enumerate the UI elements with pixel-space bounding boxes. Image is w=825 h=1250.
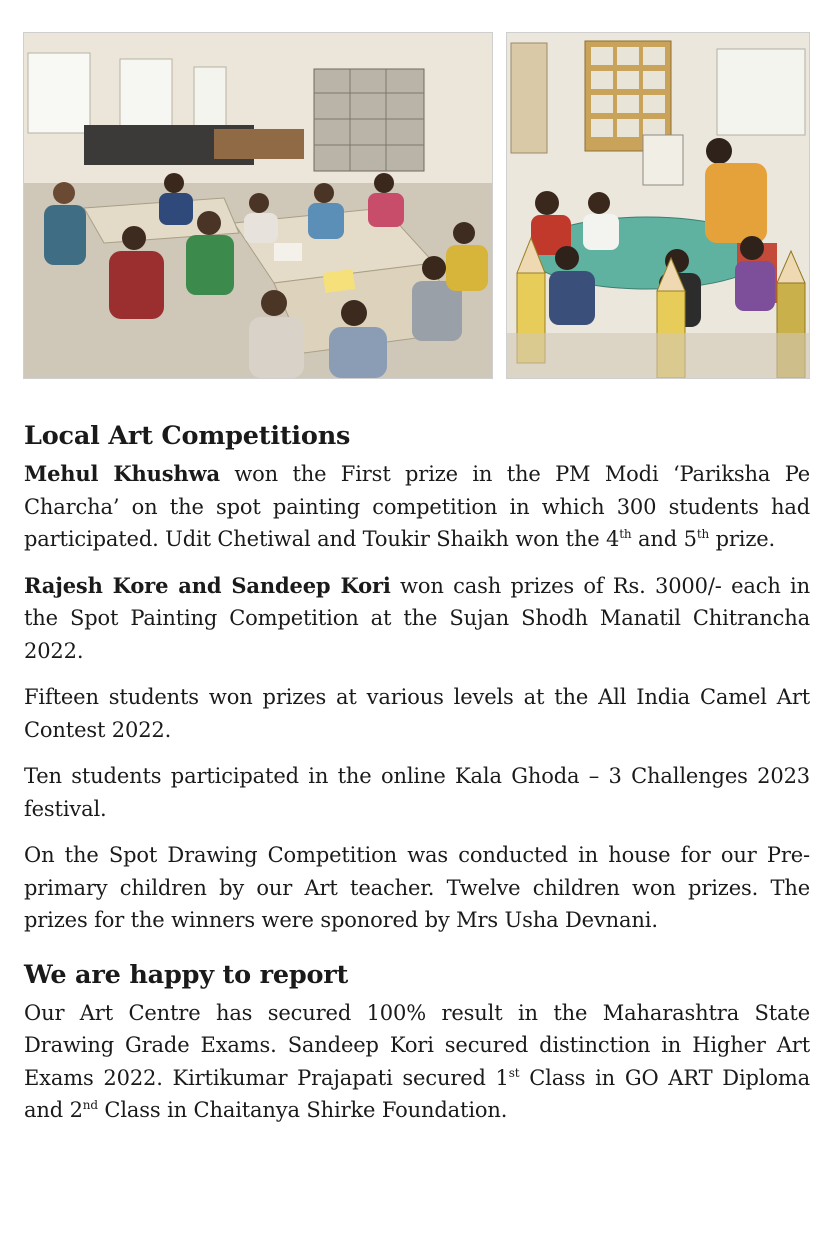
paragraph-camel-art-contest: Fifteen students won prizes at various levels at the All India Camel Art Contest 2022. (24, 685, 810, 742)
paragraph-art-centre-results (24, 997, 810, 1127)
pencil-chairs-photo (506, 32, 810, 379)
paragraph-spot-drawing: On the Spot Drawing Competition was conducted in house for our Pre-primary children by our Art teacher. Twelve children won prizes. The prizes for the winners were sponored by Mrs Usha Devnani. (24, 843, 810, 932)
section-heading-happy-to-report: We are happy to report (24, 959, 349, 990)
classroom-painting-photo (23, 32, 493, 379)
paragraph-text: Our Art Centre has secured 100% result in the Maharashtra State Drawing Grade Exams. Sandeep Kori secured distinction in Higher Art Exams 2022. Kirtikumar Prajapati secured 1 (24, 1000, 810, 1090)
paragraph-text: Class in Chaitanya Shirke Foundation. (97, 1098, 508, 1122)
paragraph-text: and 5 (631, 527, 697, 551)
ordinal-suffix: nd (82, 1098, 98, 1112)
name-highlight: Mehul Khushwa (24, 461, 220, 486)
classroom-painting-illustration (24, 33, 492, 378)
ordinal-suffix: th (619, 527, 632, 541)
name-highlight: Rajesh Kore and Sandeep Kori (24, 572, 391, 598)
ordinal-suffix: st (508, 1065, 520, 1080)
paragraph-text: won cash prizes of Rs. 3000/- each in the Spot Painting Competition at the Sujan Shodh Manatil Chitrancha 2022. (24, 573, 810, 663)
section-heading-local-art-competitions: Local Art Competitions (24, 421, 351, 451)
paragraph-rajesh-sandeep (24, 570, 810, 668)
article-body (24, 418, 810, 1141)
paragraph-text: Class in GO ART Diploma and 2 (24, 1065, 810, 1122)
paragraph-text: won the First prize in the PM Modi ‘Pariksha Pe Charcha’ on the spot painting competition in which 300 students had participated. Udit Chetiwal and Toukir Shaikh won the 4 (24, 462, 811, 551)
paragraph-text: prize. (709, 527, 776, 551)
paragraph-kala-ghoda: Ten students participated in the online Kala Ghoda – 3 Challenges 2023 festival. (24, 764, 810, 821)
paragraph-mehul-khushwa (24, 458, 810, 556)
ordinal-suffix: th (696, 527, 710, 541)
pencil-chairs-illustration (507, 33, 809, 378)
